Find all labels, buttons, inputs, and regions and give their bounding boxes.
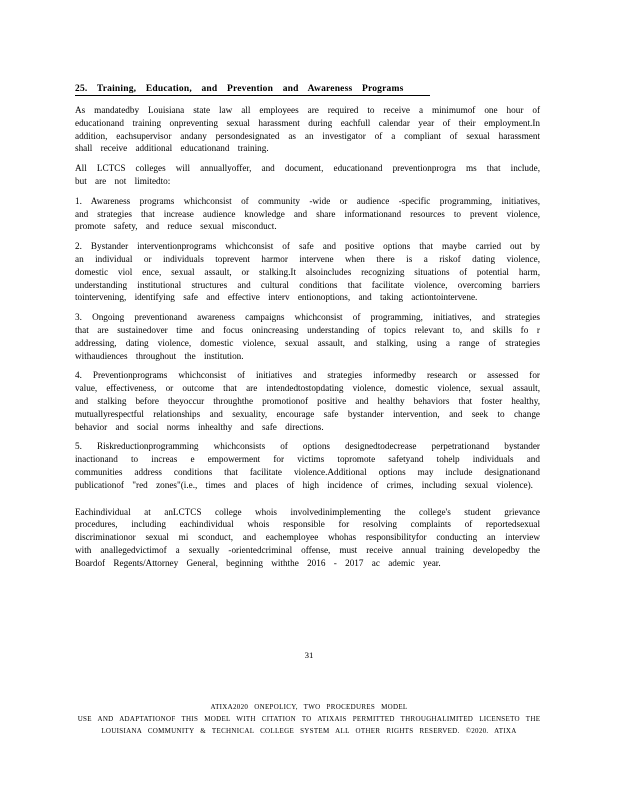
- footer: [40, 702, 578, 737]
- body-paragraph: Eachindividual at anLCTCS college whois involvedinimplementing the college's student grievance procedures, including eachindividual whois responsible for resolving complaints of reportedsexual discriminationor sexual mi sconduct, and eachemployee whohas responsibilityfor conducting an interview with anallegedvictimof a sexually -orientedcriminal offense, must receive annual training developedby the Boardof Regents/Attorney General, beginning withthe 2016 - 2017 ac ademic year.: [75, 506, 540, 568]
- footer-line: ATIXA2020 ONEPOLICY, TWO PROCEDURES MODEL: [210, 703, 408, 711]
- section-heading: [75, 84, 540, 96]
- footer-line: USE AND ADAPTATIONOF THIS MODEL WITH CITATION TO ATIXAIS PERMITTED THROUGHALIMITED LICENSETO THE: [77, 714, 541, 723]
- section-heading-text: 25. Training, Education, and Prevention and Awareness Programs: [75, 84, 430, 96]
- page-number: 31: [304, 650, 314, 660]
- list-item-risk-reduction: 5. Riskreductionprogramming whichconsists of options designedtodecrease perpetrationand bystander inactionand to increas e empowerment for victims topromote safetyand tohelp individuals and communities address conditions that facilitate violence.Additional options may include designationand publicationof "red zones"(i.e., times and places of high incidence of crimes, including sexual violence).: [75, 441, 540, 490]
- list-item-prevention-programs: 4. Preventionprograms whichconsist of initiatives and strategies informedby research or assessed for value, effectiveness, or outcome that are intendedtostopdating violence, domestic violence, sexual assault, and stalking before theyoccur throughthe promotionof positive and healthy behaviors that foster healthy, mutuallyrespectful relationships and sexuality, encourage safe bystander intervention, and seek to change behavior and social norms inhealthy and safe directions.: [75, 370, 540, 432]
- list-item-awareness-programs: 1. Awareness programs whichconsist of community -wide or audience -specific programming, initiatives, and strategies that increase audience knowledge and share informationand resources to prevent violence, promote safety, and reduce sexual misconduct.: [75, 195, 540, 232]
- document-body: [75, 84, 540, 577]
- body-paragraph: All LCTCS colleges will annuallyoffer, and document, educationand preventionprogra ms that include, but are not limitedto:: [75, 163, 540, 186]
- list-item-ongoing-prevention: 3. Ongoing preventionand awareness campaigns whichconsist of programming, initiatives, and strategies that are sustainedover time and focus onincreasing understanding of topics relevant to, and skills fo r addressing, dating violence, domestic violence, sexual assault, and stalking, using a range of strategies withaudiences throughout the institution.: [75, 312, 540, 361]
- body-paragraph: As mandatedby Louisiana state law all employees are required to receive a minimumof one hour of educationand training onpreventing sexual harassment during eachfull calendar year of their employment.In addition, eachsupervisor andany persondesignated as an investigator of a compliant of sexual harassment shall receive additional educationand training.: [75, 105, 540, 154]
- footer-line: LOUISIANA COMMUNITY & TECHNICAL COLLEGE SYSTEM ALL OTHER RIGHTS RESERVED. ©2020. ATIXA: [101, 726, 517, 735]
- list-item-bystander-intervention: 2. Bystander interventionprograms whichconsist of safe and positive options that maybe carried out by an individual or individuals toprevent harmor intervene when there is a riskof dating violence, domestic viol ence, sexual assault, or stalking.It alsoincludes recognizing situations of potential harm, understanding institutional structures and cultural conditions that facilitate violence, overcoming barriers tointervening, identifying safe and effective interv entionoptions, and taking actiontointervene.: [75, 241, 540, 303]
